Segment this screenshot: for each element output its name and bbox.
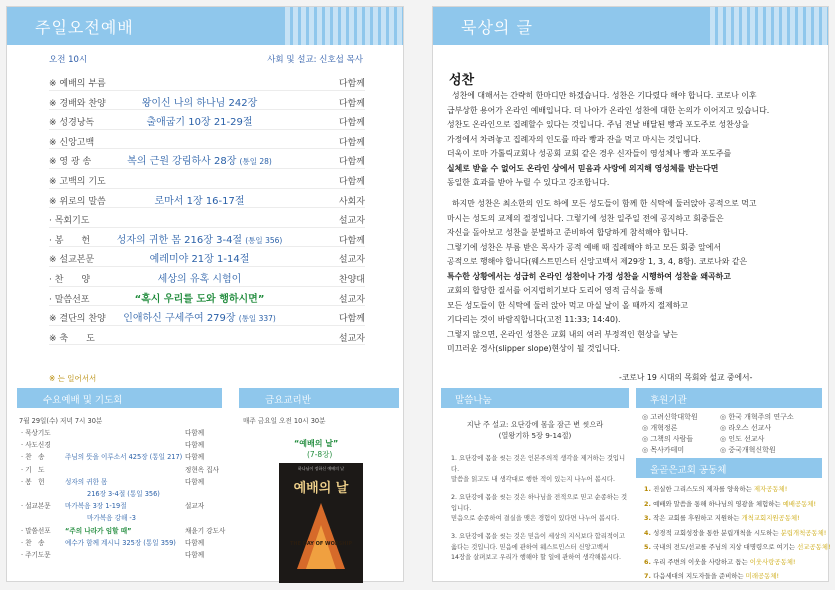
banner-pattern bbox=[285, 7, 403, 45]
coop-highlight: 이웃사랑공동체! bbox=[749, 557, 796, 566]
order-row bbox=[49, 287, 365, 307]
standing-note: ※ 는 일어서서 bbox=[49, 374, 97, 383]
order-leader: 다함께 bbox=[338, 157, 365, 168]
coop-text: 예배와 말씀을 통해 하나님의 영광을 체험하는 bbox=[653, 499, 783, 508]
meditation-banner bbox=[433, 7, 828, 45]
sponsor-item: ◎ 라오스 선교사 bbox=[720, 423, 771, 433]
coop-text: 다음세대의 지도자들을 준비하는 bbox=[653, 572, 746, 580]
order-row bbox=[49, 247, 365, 267]
sponsor-item: ◎ 개혁정론 bbox=[642, 423, 677, 433]
right-page bbox=[432, 6, 829, 582]
sharing-box bbox=[441, 388, 629, 583]
sharing-item bbox=[451, 493, 629, 525]
wed-content: 마가복음 강해 -3 bbox=[87, 514, 136, 523]
order-leader: 사회자 bbox=[338, 196, 365, 207]
coop-item bbox=[644, 571, 779, 580]
coop-item bbox=[644, 513, 800, 522]
order-row bbox=[49, 71, 365, 91]
order-leader: 다함께 bbox=[338, 118, 365, 129]
order-label: ※ 성경낭독 bbox=[49, 118, 95, 129]
sponsors-title: 후원기관 bbox=[636, 388, 822, 408]
meditation-line: 그렇지 않으면, 온라인 성찬은 교회 내의 여러 부정적인 현상을 낳는 bbox=[447, 329, 678, 339]
coop-item bbox=[644, 484, 787, 493]
wed-label: · 찬 송 bbox=[21, 538, 45, 547]
order-leader: 설교자 bbox=[338, 255, 365, 266]
coop-highlight: 분립개척공동체! bbox=[780, 528, 827, 537]
sharing-item-line: 믿음으로 순종하여 결실을 맺은 경험이 있다면 나누어 봅시다. bbox=[451, 515, 620, 522]
coop-item bbox=[644, 499, 816, 508]
order-content: 출애굽기 10장 21-29절 bbox=[146, 117, 253, 129]
order-leader: 다함께 bbox=[338, 98, 365, 109]
friday-book-quote: “예배의 날” bbox=[294, 439, 339, 448]
meditation-line: 모든 성도들이 한 식탁에 둘러 앉아 먹고 마실 날이 올 때까지 절제하고 bbox=[447, 300, 689, 310]
sharing-item-line: 옳다는 것입니다. 믿음에 관하여 웨스트민스터 신앙고백서 bbox=[451, 543, 609, 551]
order-content: 예레미야 21장 1-14절 bbox=[149, 254, 250, 266]
meditation-line: 가정에서 차려놓고 집례자의 인도를 따라 빵과 잔을 먹고 마시는 것입니다. bbox=[447, 134, 701, 144]
order-row bbox=[49, 306, 365, 326]
coop-item bbox=[644, 557, 795, 566]
wed-leader: 다함께 bbox=[185, 551, 205, 559]
meditation-line: 교회의 합당한 질서를 어지럽히기보다 도리어 영적 금식을 통해 bbox=[447, 286, 663, 295]
wed-label: · 찬 송 bbox=[21, 453, 45, 462]
meditation-line: 하지만 성찬은 최소한의 인도 하에 모든 성도들이 함께 한 식탁에 둘러앉아 공적으로 먹고 bbox=[447, 199, 757, 208]
service-time: 오전 10시 bbox=[49, 55, 88, 65]
order-label: ※ 위로의 말씀 bbox=[49, 196, 106, 207]
coop-highlight: 개척교회지원공동체! bbox=[741, 514, 800, 522]
order-content: 왕이신 나의 하나님 242장 bbox=[141, 97, 258, 109]
order-row bbox=[49, 110, 365, 130]
meditation-line: 성찬도 온라인으로 집례할수 있다는 것입니다. 주님 전날 배달된 빵과 포도주로 성찬상을 bbox=[447, 120, 749, 129]
coop-number: 2. bbox=[644, 499, 654, 508]
meditation-line: 더욱이 로마 가톨릭교회나 성공회 교회 같은 경우 신자들이 영성체나 빵과 포도주를 bbox=[447, 149, 732, 158]
meditation-line: 미끄러운 경사(slipper slope)현상이 될 것입니다. bbox=[447, 344, 621, 353]
coop-text: 진실한 그리스도의 제자를 양육하는 bbox=[653, 485, 754, 493]
meditation-line: 그렇기에 성찬은 부름 받은 목사가 공적 예배 때 집례해야 하고 모든 회중 앞에서 bbox=[447, 242, 722, 252]
sharing-intro: 지난 주 설교: 요단강에 몸을 잠근 변 씻으라 bbox=[466, 420, 604, 429]
wed-content: “주의 나라가 임할 때” bbox=[65, 526, 132, 535]
order-content-old-hymn: (통일 337) bbox=[238, 314, 276, 324]
order-leader: 다함께 bbox=[338, 137, 365, 148]
coop-text: 우리 주변의 이웃을 사랑하고 돕는 bbox=[653, 557, 750, 566]
meditation-line: 공적으로 행해야 합니다(웨스트민스터 신앙고백서 제29장 1, 3, 4, 8항). 코로나와 같은 bbox=[447, 257, 748, 266]
order-row bbox=[49, 149, 365, 169]
order-leader: 다함께 bbox=[338, 176, 365, 187]
order-label: ※ 결단의 찬양 bbox=[49, 314, 106, 325]
coop-highlight: 제자공동체! bbox=[753, 485, 788, 493]
order-content: 세상의 유혹 시험이 bbox=[157, 273, 242, 285]
banner-pattern bbox=[710, 7, 828, 45]
meditation-line: 자신을 돌아보고 성찬을 분별하고 준비하여 합당하게 참석해야 합니다. bbox=[447, 228, 689, 237]
meditation-line: 급부상한 용어가 온라인 예배입니다. 더 나아가 온라인 성찬에 대한 논의가 이어지고 있습니다. bbox=[447, 105, 770, 115]
order-content-old-hymn: (통일 356) bbox=[245, 235, 283, 245]
sponsor-item: ◎ 그책의 사람들 bbox=[642, 434, 693, 444]
meditation-paragraph-2 bbox=[447, 197, 817, 357]
coop-number: 6. bbox=[644, 557, 654, 566]
coop-highlight: 미래공동체! bbox=[745, 572, 780, 580]
coop-number: 3. bbox=[644, 514, 654, 522]
order-content: 복의 근원 강림하사 28장 (통일 28) bbox=[127, 156, 272, 168]
friday-title: 금요교리반 bbox=[239, 388, 399, 408]
order-row bbox=[49, 326, 365, 346]
meditation-line: 실체로 받을 수 없어도 온라인 상에서 믿음과 사랑에 의지해 영성체를 받는다면 bbox=[447, 163, 719, 173]
coop-number: 5. bbox=[644, 543, 654, 551]
order-leader: 설교자 bbox=[338, 216, 365, 227]
coop-number: 1. bbox=[644, 485, 654, 493]
meditation-title: 묵상의 글 bbox=[461, 18, 533, 37]
order-label: ※ 경배와 찬양 bbox=[49, 98, 106, 109]
order-leader: 다함께 bbox=[338, 235, 365, 246]
book-cover-title: 예배의 날 bbox=[293, 481, 349, 496]
wed-label: · 설교본문 bbox=[21, 502, 51, 511]
order-content: “혹시 우리를 도와 행하시면” bbox=[134, 293, 265, 305]
order-content: 로마서 1장 16-17절 bbox=[154, 195, 245, 207]
meditation-line: 기다리는 것이 바람직합니다(고전 11:33; 14:40). bbox=[447, 315, 621, 324]
order-row bbox=[49, 130, 365, 150]
order-leader: 설교자 bbox=[338, 333, 365, 344]
order-content: 성자의 귀한 몸 216장 3-4절 (통일 356) bbox=[116, 234, 283, 246]
order-row bbox=[49, 189, 365, 209]
order-of-worship bbox=[49, 71, 365, 345]
sharing-item bbox=[451, 454, 629, 486]
coop-highlight: 예배공동체! bbox=[782, 499, 817, 508]
wed-title: 수요예배 및 기도회 bbox=[17, 388, 222, 408]
wed-content: 성자의 귀한 몸 bbox=[65, 477, 108, 486]
book-cover-english: THE DAY OF WORSHIP bbox=[290, 541, 352, 547]
sharing-item bbox=[451, 532, 629, 564]
page-title: 주일오전예배 bbox=[35, 18, 134, 37]
wed-leader: 정현옥 집사 bbox=[185, 465, 219, 474]
friday-book-chapters: (7-8장) bbox=[307, 450, 333, 459]
coop-number: 4. bbox=[644, 528, 654, 537]
meditation-line: 특수한 상황에서는 성급히 온라인 성찬이나 가정 성찬을 시행하여 성찬을 왜곡하고 bbox=[447, 271, 731, 281]
sponsor-item: ◎ 중국개혁신학원 bbox=[720, 445, 776, 455]
order-content: 인애하신 구세주여 279장 (통일 337) bbox=[123, 313, 276, 325]
sharing-item-line: 1. 요단강에 몸을 씻는 것은 인본주의적 생각을 제거하는 것입니다. bbox=[451, 455, 626, 473]
sponsor-item: ◎ 한국 개혁주의 연구소 bbox=[720, 412, 794, 422]
wed-leader: 다함께 bbox=[185, 538, 205, 547]
sponsor-item: ◎ 고려신학대학원 bbox=[642, 412, 698, 422]
sponsor-item: ◎ 인도 선교사 bbox=[720, 434, 764, 444]
order-row bbox=[49, 169, 365, 189]
wed-content: 216장 3-4절 (통일 356) bbox=[87, 490, 160, 498]
order-label: ※ 신앙고백 bbox=[49, 137, 95, 148]
book-cover bbox=[279, 463, 363, 583]
order-label: ※ 예배의 부름 bbox=[49, 79, 106, 89]
order-label: ※ 영 광 송 bbox=[49, 157, 92, 168]
order-leader: 다함께 bbox=[338, 314, 365, 325]
coop-text: 작은 교회를 후원하고 지원하는 bbox=[653, 514, 742, 522]
wed-label: · 주기도문 bbox=[21, 551, 51, 559]
coop-title: 올곧은교회 공동체 bbox=[636, 458, 822, 478]
book-cover-subtitle: 하나님이 정하신 예배의 날 bbox=[297, 466, 345, 471]
wed-label: · 말씀선포 bbox=[21, 526, 51, 535]
meditation-source: -코로나 19 시대의 목회와 설교 중에서- bbox=[619, 373, 753, 382]
order-row bbox=[49, 91, 365, 111]
sharing-item-line: 3. 요단강에 몸을 씻는 것은 믿음이 세상의 지식보다 합리적이고 bbox=[451, 533, 626, 540]
worship-banner bbox=[7, 7, 403, 45]
sharing-title: 말씀나눔 bbox=[441, 388, 629, 408]
wed-leader: 채윤기 강도사 bbox=[185, 526, 226, 535]
order-row bbox=[49, 208, 365, 228]
wed-leader: 다함께 bbox=[185, 453, 205, 462]
coop-item bbox=[644, 542, 831, 551]
meditation-paragraph-1 bbox=[447, 89, 817, 191]
wed-label: · 사도신경 bbox=[21, 441, 51, 450]
order-leader: 찬양대 bbox=[338, 274, 365, 285]
order-row bbox=[49, 228, 365, 248]
wed-leader: 설교자 bbox=[185, 502, 205, 511]
sharing-item-line: 말씀을 읽고도 내 생각대로 행한 적이 있는지 나누어 봅시다. bbox=[451, 476, 616, 483]
meditation-line: 마시는 성도의 교제의 절정입니다. 그렇기에 성찬 일주일 전에 공지하고 회중들은 bbox=[447, 213, 724, 223]
order-leader: 설교자 bbox=[338, 294, 365, 305]
wed-leader: 다함께 bbox=[185, 477, 205, 486]
coop-text: 국내의 전도/선교를 주님의 지상 대명령으로 여기는 bbox=[653, 543, 798, 551]
friday-time: 매주 금요일 오전 10시 30분 bbox=[243, 417, 326, 425]
right-side-box bbox=[636, 388, 831, 580]
sharing-item-line: 2. 요단강에 몸을 씻는 것은 하나님을 전적으로 믿고 순종하는 것입니다. bbox=[451, 494, 628, 512]
wed-label: · 묵상기도 bbox=[21, 429, 51, 437]
coop-highlight: 선교공동체! bbox=[797, 543, 831, 551]
order-label: · 목회기도 bbox=[49, 216, 90, 227]
wed-label: · 기 도 bbox=[21, 465, 45, 474]
coop-text: 성경적 교회성장을 통한 분립개척을 시도하는 bbox=[653, 528, 781, 537]
order-content-old-hymn: (통일 28) bbox=[239, 157, 272, 167]
meditation-line: 성찬에 대해서는 간략히 한마디만 하겠습니다. 성찬은 기다렸다 해야 합니다. 코로나 이후 bbox=[447, 91, 757, 100]
order-label: · 찬 양 bbox=[49, 274, 91, 285]
order-label: ※ 축 도 bbox=[49, 333, 95, 344]
order-label: · 말씀선포 bbox=[49, 294, 90, 305]
wed-leader: 다함께 bbox=[185, 441, 205, 450]
wed-content: 마가복음 3장 1-19절 bbox=[65, 502, 127, 511]
meditation-heading: 성찬 bbox=[449, 73, 475, 88]
wed-label: · 봉 헌 bbox=[21, 477, 45, 486]
sharing-item-line: 14장을 살펴보고 우리가 행해야 할 일에 관하여 생각해봅시다. bbox=[451, 554, 622, 561]
service-leader: 사회 및 설교: 신호섭 목사 bbox=[267, 55, 363, 65]
meditation-line: 동일한 효과를 받아 누릴 수 있다고 강조합니다. bbox=[447, 178, 610, 187]
order-row bbox=[49, 267, 365, 287]
wed-date: 7월 29일(수) 저녁 7시 30분 bbox=[19, 417, 103, 425]
order-leader: 다함께 bbox=[338, 79, 365, 89]
sharing-intro-ref: (열왕기하 5장 9-14절) bbox=[498, 431, 572, 440]
order-label: ※ 고백의 기도 bbox=[49, 176, 106, 187]
wed-leader: 다함께 bbox=[185, 429, 205, 437]
coop-number: 7. bbox=[644, 572, 654, 580]
coop-item bbox=[644, 528, 826, 537]
wed-content: 주님의 뜻을 이루소서 425장 (통일 217) bbox=[65, 453, 183, 462]
order-label: · 봉 헌 bbox=[49, 235, 91, 246]
order-label: ※ 설교본문 bbox=[49, 255, 95, 266]
wed-content: 예수가 함께 계시니 325장 (통일 359) bbox=[65, 538, 176, 547]
left-page bbox=[6, 6, 404, 582]
sponsor-item: ◎ 목사카테미 bbox=[642, 445, 684, 455]
